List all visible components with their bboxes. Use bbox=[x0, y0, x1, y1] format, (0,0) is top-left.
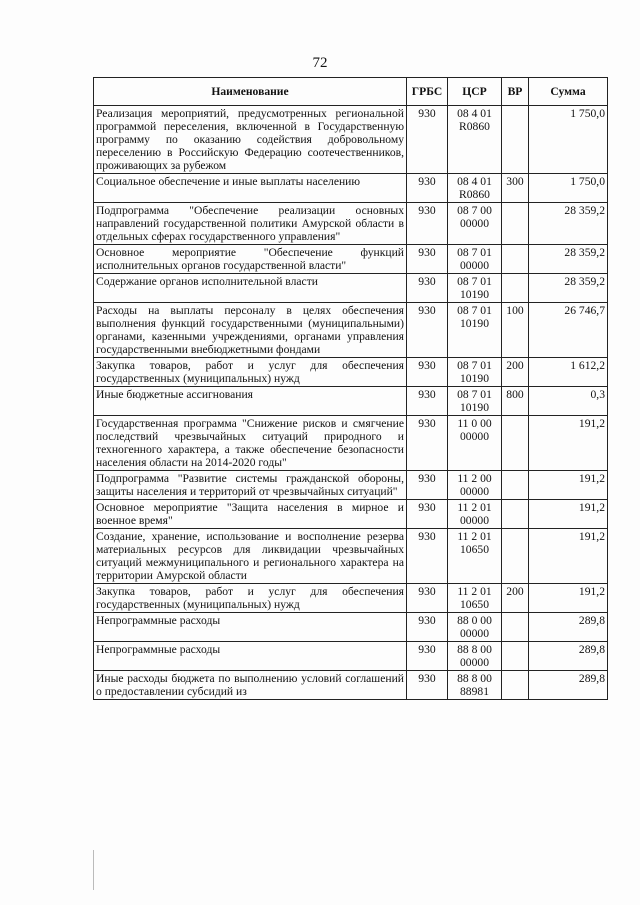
header-grbs: ГРБС bbox=[407, 78, 448, 106]
table-row bbox=[94, 358, 608, 387]
table-row bbox=[94, 500, 608, 529]
table-row bbox=[94, 387, 608, 416]
table-row bbox=[94, 416, 608, 471]
header-csr: ЦСР bbox=[448, 78, 502, 106]
row-sum: 26 746,7 bbox=[529, 303, 608, 358]
row-csr: 88 8 00 88981 bbox=[448, 671, 502, 700]
row-name: Государственная программа "Снижение рисков и смягчение последствий чрезвычайных ситуаций природного и техногенного характера, а также обеспечение безопасности населения области на 2014-2020 годы" bbox=[94, 416, 407, 471]
row-sum: 0,3 bbox=[529, 387, 608, 416]
table-row bbox=[94, 471, 608, 500]
row-sum: 28 359,2 bbox=[529, 203, 608, 245]
row-grbs: 930 bbox=[407, 671, 448, 700]
row-sum: 28 359,2 bbox=[529, 274, 608, 303]
table-row bbox=[94, 174, 608, 203]
row-name: Основное мероприятие "Защита населения в мирное и военное время" bbox=[94, 500, 407, 529]
row-name: Закупка товаров, работ и услуг для обеспечения государственных (муниципальных) нужд bbox=[94, 358, 407, 387]
row-vr: 200 bbox=[502, 358, 529, 387]
row-vr bbox=[502, 203, 529, 245]
row-csr: 08 7 01 00000 bbox=[448, 245, 502, 274]
row-vr: 300 bbox=[502, 174, 529, 203]
row-sum: 289,8 bbox=[529, 671, 608, 700]
row-csr: 88 0 00 00000 bbox=[448, 613, 502, 642]
row-vr bbox=[502, 245, 529, 274]
row-csr: 08 7 01 10190 bbox=[448, 303, 502, 358]
row-vr: 800 bbox=[502, 387, 529, 416]
row-csr: 11 2 01 00000 bbox=[448, 500, 502, 529]
row-csr: 08 7 01 10190 bbox=[448, 358, 502, 387]
header-sum: Сумма bbox=[529, 78, 608, 106]
table-row bbox=[94, 642, 608, 671]
row-name: Закупка товаров, работ и услуг для обеспечения государственных (муниципальных) нужд bbox=[94, 584, 407, 613]
table-row bbox=[94, 106, 608, 174]
row-csr: 11 0 00 00000 bbox=[448, 416, 502, 471]
row-sum: 289,8 bbox=[529, 642, 608, 671]
header-name: Наименование bbox=[94, 78, 407, 106]
row-sum: 191,2 bbox=[529, 471, 608, 500]
row-csr: 08 7 00 00000 bbox=[448, 203, 502, 245]
table-row bbox=[94, 529, 608, 584]
scan-margin-mark bbox=[93, 850, 94, 890]
row-grbs: 930 bbox=[407, 387, 448, 416]
row-csr: 08 7 01 10190 bbox=[448, 274, 502, 303]
header-vr: ВР bbox=[502, 78, 529, 106]
row-name: Непрограммные расходы bbox=[94, 642, 407, 671]
row-name: Содержание органов исполнительной власти bbox=[94, 274, 407, 303]
row-grbs: 930 bbox=[407, 245, 448, 274]
row-grbs: 930 bbox=[407, 358, 448, 387]
row-sum: 1 750,0 bbox=[529, 174, 608, 203]
row-grbs: 930 bbox=[407, 274, 448, 303]
row-name: Подпрограмма "Развитие системы гражданской обороны, защиты населения и территорий от чрезвычайных ситуаций" bbox=[94, 471, 407, 500]
row-sum: 191,2 bbox=[529, 416, 608, 471]
row-name: Непрограммные расходы bbox=[94, 613, 407, 642]
table-row bbox=[94, 245, 608, 274]
row-grbs: 930 bbox=[407, 471, 448, 500]
table-row bbox=[94, 613, 608, 642]
row-sum: 1 750,0 bbox=[529, 106, 608, 174]
row-grbs: 930 bbox=[407, 416, 448, 471]
row-grbs: 930 bbox=[407, 613, 448, 642]
table-row bbox=[94, 203, 608, 245]
row-csr: 11 2 00 00000 bbox=[448, 471, 502, 500]
row-grbs: 930 bbox=[407, 174, 448, 203]
row-name: Социальное обеспечение и иные выплаты населению bbox=[94, 174, 407, 203]
row-sum: 289,8 bbox=[529, 613, 608, 642]
row-grbs: 930 bbox=[407, 303, 448, 358]
row-grbs: 930 bbox=[407, 529, 448, 584]
row-vr bbox=[502, 500, 529, 529]
row-sum: 1 612,2 bbox=[529, 358, 608, 387]
row-name: Основное мероприятие "Обеспечение функций исполнительных органов государственной власти" bbox=[94, 245, 407, 274]
row-sum: 191,2 bbox=[529, 500, 608, 529]
row-grbs: 930 bbox=[407, 203, 448, 245]
budget-table bbox=[93, 77, 608, 700]
row-csr: 08 4 01 R0860 bbox=[448, 174, 502, 203]
row-vr bbox=[502, 416, 529, 471]
row-sum: 28 359,2 bbox=[529, 245, 608, 274]
row-vr bbox=[502, 642, 529, 671]
row-vr bbox=[502, 274, 529, 303]
table-row bbox=[94, 671, 608, 700]
row-csr: 11 2 01 10650 bbox=[448, 529, 502, 584]
table-header-row bbox=[94, 78, 608, 106]
row-vr bbox=[502, 529, 529, 584]
table-row bbox=[94, 274, 608, 303]
row-grbs: 930 bbox=[407, 642, 448, 671]
row-vr: 100 bbox=[502, 303, 529, 358]
row-sum: 191,2 bbox=[529, 584, 608, 613]
row-csr: 88 8 00 00000 bbox=[448, 642, 502, 671]
row-name: Расходы на выплаты персоналу в целях обеспечения выполнения функций государственными (муниципальными) органами, казенными учреждениями, органами управления государственными внебюджетными фондами bbox=[94, 303, 407, 358]
row-name: Создание, хранение, использование и восполнение резерва материальных ресурсов для ликвидации чрезвычайных ситуаций межмуниципального и регионального характера на территории Амурской области bbox=[94, 529, 407, 584]
row-vr bbox=[502, 671, 529, 700]
row-csr: 08 7 01 10190 bbox=[448, 387, 502, 416]
row-sum: 191,2 bbox=[529, 529, 608, 584]
row-vr: 200 bbox=[502, 584, 529, 613]
row-grbs: 930 bbox=[407, 500, 448, 529]
row-vr bbox=[502, 106, 529, 174]
table-row bbox=[94, 584, 608, 613]
row-vr bbox=[502, 471, 529, 500]
page-number: 72 bbox=[312, 55, 328, 71]
row-csr: 11 2 01 10650 bbox=[448, 584, 502, 613]
row-name: Подпрограмма "Обеспечение реализации основных направлений государственной политики Амурской области в отдельных сферах государственного управления" bbox=[94, 203, 407, 245]
row-csr: 08 4 01 R0860 bbox=[448, 106, 502, 174]
row-name: Иные бюджетные ассигнования bbox=[94, 387, 407, 416]
row-vr bbox=[502, 613, 529, 642]
row-name: Иные расходы бюджета по выполнению условий соглашений о предоставлении субсидий из bbox=[94, 671, 407, 700]
row-grbs: 930 bbox=[407, 106, 448, 174]
table-row bbox=[94, 303, 608, 358]
row-grbs: 930 bbox=[407, 584, 448, 613]
row-name: Реализация мероприятий, предусмотренных региональной программой переселения, включенной в Государственную программу по оказанию содействия добровольному переселению в Российскую Федерацию соотечественников, проживающих за рубежом bbox=[94, 106, 407, 174]
